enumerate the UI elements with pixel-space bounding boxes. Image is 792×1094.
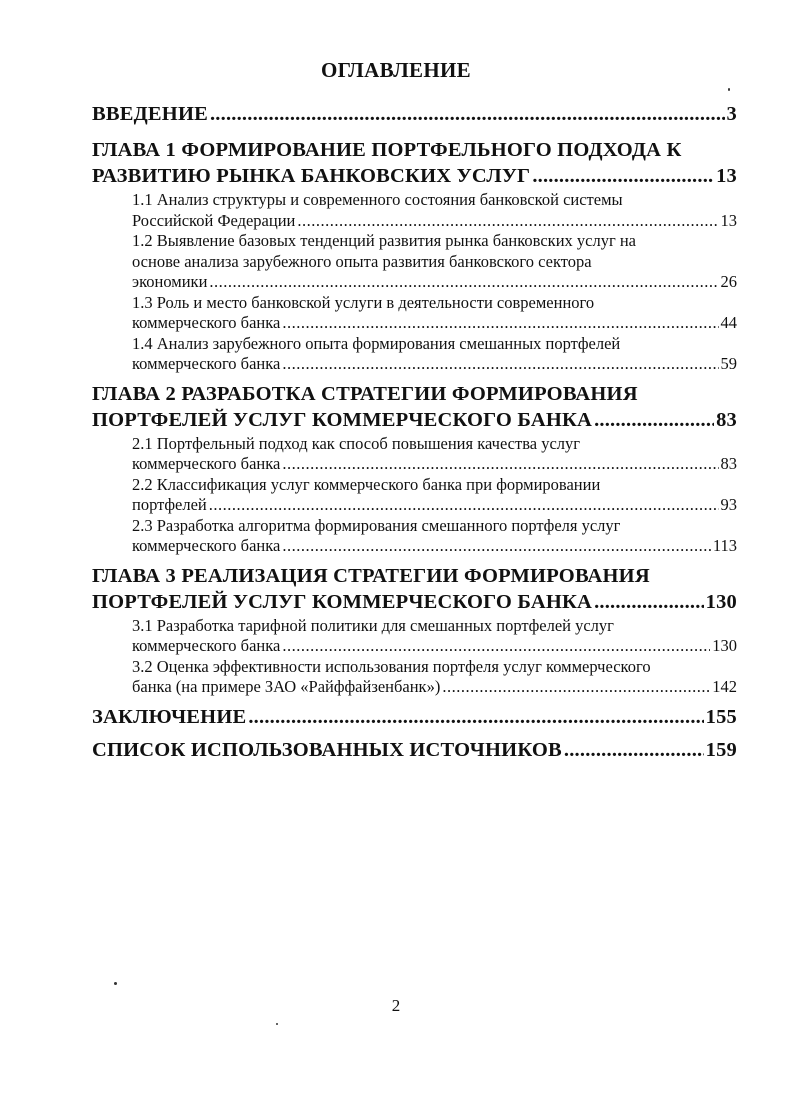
toc-entry-title-last-line: коммерческого банка (132, 313, 281, 332)
scan-speck (728, 88, 730, 91)
dot-leader (282, 454, 718, 475)
toc-entry-title-line: 2.2 Классификация услуг коммерческого банка при формировании (132, 474, 601, 494)
dot-leader (442, 677, 710, 698)
toc-entry-title-last-line: коммерческого банка (132, 536, 281, 555)
toc-page-number: 59 (720, 354, 737, 373)
toc-entry-title-line: 1.2 Выявление базовых тенденций развития рынка банковских услуг на (132, 231, 637, 250)
dot-leader (564, 737, 704, 763)
page-number: 2 (391, 996, 401, 1015)
toc-page-number: 13 (716, 165, 737, 187)
toc-page-number: 13 (720, 210, 737, 230)
toc-page-number: 83 (720, 454, 737, 473)
toc-entry-title-last-line: ПОРТФЕЛЕЙ УСЛУГ КОММЕРЧЕСКОГО БАНКА (92, 408, 593, 431)
toc-page-number: 142 (712, 677, 737, 696)
toc-entry-title-last-line: Российской Федерации (132, 210, 296, 230)
toc-entry-title: ЗАКЛЮЧЕНИЕ (92, 705, 247, 728)
toc-entry-section-1-3[interactable] (92, 293, 737, 334)
toc-entry-title: ВВЕДЕНИЕ (92, 103, 208, 125)
toc-entry-section-3-2[interactable] (92, 657, 737, 698)
toc-page-number: 26 (720, 272, 737, 291)
toc-entry-title: СПИСОК ИСПОЛЬЗОВАННЫХ ИСТОЧНИКОВ (92, 738, 562, 761)
scan-speck (114, 982, 117, 985)
toc-entry-title-last-line: коммерческого банка (132, 354, 281, 373)
toc-entry-title-last-line: РАЗВИТИЮ РЫНКА БАНКОВСКИХ УСЛУГ (92, 165, 531, 187)
scan-speck (276, 1023, 278, 1025)
toc-entry-title-line: 2.1 Портфельный подход как способ повышения качества услуг (132, 433, 581, 453)
dot-leader (532, 163, 714, 189)
toc-page-number: 113 (712, 536, 737, 555)
toc-entry-title-last-line: банка (на примере ЗАО «Райффайзенбанк») (132, 677, 441, 696)
toc-page-number: 44 (720, 313, 737, 332)
dot-leader (594, 407, 714, 433)
toc-entry-title-line: ГЛАВА 3 РЕАЛИЗАЦИЯ СТРАТЕГИИ ФОРМИРОВАНИЯ (92, 564, 650, 587)
toc-page-number: 83 (716, 408, 737, 431)
toc-entry-section-1-2[interactable] (92, 231, 737, 293)
dot-leader (282, 536, 711, 557)
dot-leader (282, 354, 718, 375)
toc-entry-title-line: ГЛАВА 1 ФОРМИРОВАНИЕ ПОРТФЕЛЬНОГО ПОДХОДА К (92, 139, 682, 161)
toc-entry-conclusion[interactable] (92, 704, 737, 730)
toc-page-number: 3 (726, 103, 737, 125)
toc-entry-title-last-line: коммерческого банка (132, 454, 281, 473)
toc-entry-section-1-1[interactable] (92, 190, 737, 231)
toc-entry-title-line: 3.1 Разработка тарифной политики для смешанных портфелей услуг (132, 615, 614, 635)
toc-page-number: 130 (712, 636, 737, 655)
toc-entry-title-line: основе анализа зарубежного опыта развития банковского сектора (132, 251, 592, 271)
toc-entry-title-line: ГЛАВА 2 РАЗРАБОТКА СТРАТЕГИИ ФОРМИРОВАНИЯ (92, 382, 638, 405)
dot-leader (209, 272, 718, 293)
toc-entry-introduction[interactable] (92, 101, 737, 127)
toc-entry-section-2-2[interactable] (92, 475, 737, 516)
toc-page-number: 130 (705, 590, 737, 613)
toc-page-number: 93 (720, 495, 737, 514)
toc-entry-title-line: 1.4 Анализ зарубежного опыта формирования смешанных портфелей (132, 333, 621, 353)
toc-entry-title-line: 2.3 Разработка алгоритма формирования смешанного портфеля услуг (132, 515, 621, 535)
toc-entry-references[interactable] (92, 737, 737, 763)
toc-page-number: 159 (705, 738, 737, 761)
toc-entry-title-last-line: портфелей (132, 495, 207, 514)
toc-entry-title-last-line: коммерческого банка (132, 636, 281, 655)
dot-leader (282, 313, 718, 334)
toc-page-number: 155 (705, 705, 737, 728)
dot-leader (210, 101, 725, 127)
dot-leader (297, 211, 718, 232)
toc-entry-title-last-line: ПОРТФЕЛЕЙ УСЛУГ КОММЕРЧЕСКОГО БАНКА (92, 590, 593, 613)
toc-entry-title-line: 1.1 Анализ структуры и современного состояния банковской системы (132, 190, 623, 209)
dot-leader (594, 589, 704, 615)
toc-entry-section-2-3[interactable] (92, 516, 737, 557)
toc-entry-section-3-1[interactable] (92, 616, 737, 657)
toc-entry-section-2-1[interactable] (92, 434, 737, 475)
page-title: ОГЛАВЛЕНИЕ (321, 58, 471, 82)
toc-entry-section-1-4[interactable] (92, 334, 737, 375)
toc-entry-title-line: 3.2 Оценка эффективности использования портфеля услуг коммерческого (132, 656, 651, 676)
dot-leader (209, 495, 719, 516)
dot-leader (248, 704, 703, 730)
table-of-contents (92, 101, 737, 763)
toc-entry-title-last-line: экономики (132, 272, 208, 291)
toc-entry-chapter-1[interactable] (92, 137, 737, 189)
toc-entry-title-line: 1.3 Роль и место банковской услуги в деятельности современного (132, 292, 595, 312)
toc-entry-chapter-3[interactable] (92, 563, 737, 615)
dot-leader (282, 636, 710, 657)
toc-entry-chapter-2[interactable] (92, 381, 737, 433)
